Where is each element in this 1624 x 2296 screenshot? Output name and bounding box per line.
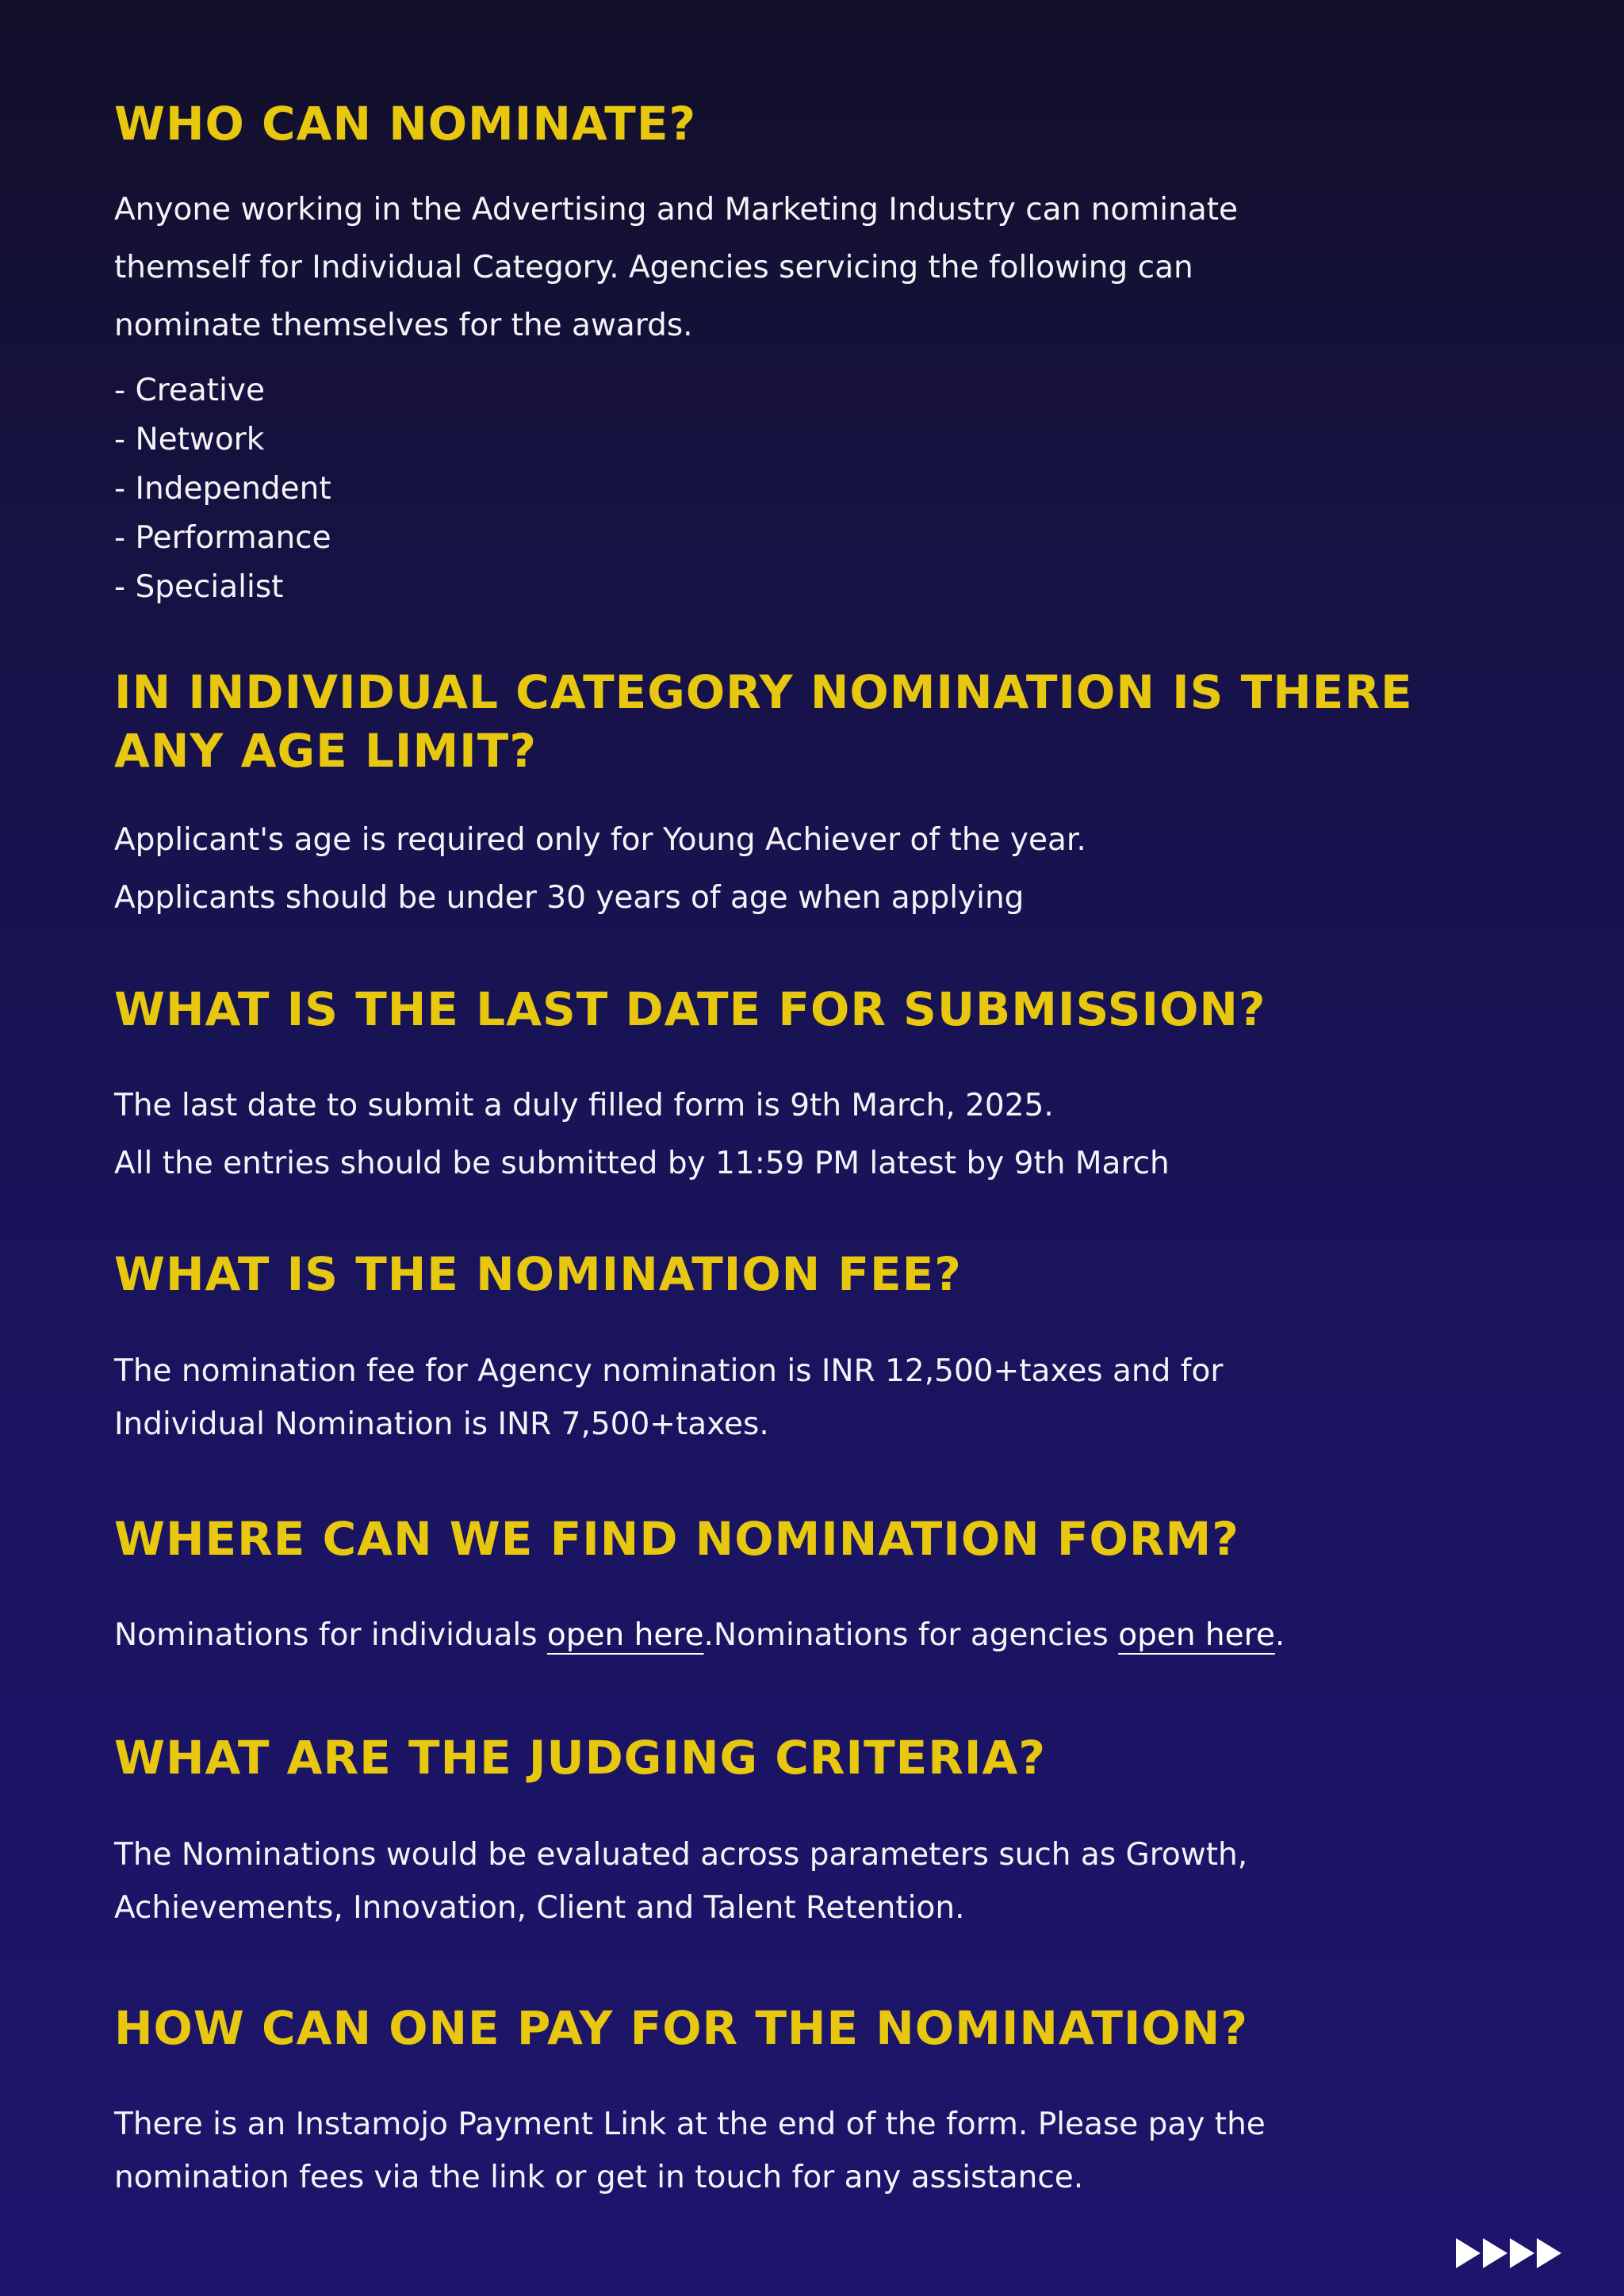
answer-line: All the entries should be submitted by 11:59 PM latest by 9th March <box>114 1146 1170 1181</box>
faq-answer-payment <box>114 2098 1462 2204</box>
faq-question-judging-criteria: WHAT ARE THE JUDGING CRITERIA? <box>114 1731 1047 1785</box>
answer-line: Applicant's age is required only for Young Achiever of the year. <box>114 822 1086 858</box>
arrow-1 <box>1456 2238 1480 2268</box>
faq-answer-who-can-nominate <box>114 181 1462 354</box>
faq-question-last-date: WHAT IS THE LAST DATE FOR SUBMISSION? <box>114 982 1266 1036</box>
agencies-text: Nominations for agencies <box>713 1617 1119 1653</box>
answer-line: Applicants should be under 30 years of age when applying <box>114 880 1025 916</box>
faq-question-who-can-nominate: WHO CAN NOMINATE? <box>114 97 697 151</box>
answer-line: There is an Instamojo Payment Link at the end of the form. Please pay the <box>114 2107 1266 2142</box>
faq-answer-age-limit <box>114 811 1462 927</box>
faq-answer-nomination-form <box>114 1606 1462 1664</box>
fast-forward-arrows-icon[interactable] <box>1456 2238 1561 2268</box>
faq-question-age-limit <box>114 663 1462 780</box>
faq-question-nomination-form: WHERE CAN WE FIND NOMINATION FORM? <box>114 1512 1239 1566</box>
open-agency-form-link[interactable]: open here <box>1118 1617 1275 1653</box>
faq-question-payment: HOW CAN ONE PAY FOR THE NOMINATION? <box>114 2001 1248 2055</box>
individuals-text: Nominations for individuals <box>114 1617 547 1653</box>
answer-line: The last date to submit a duly filled form is 9th March, 2025. <box>114 1088 1054 1123</box>
answer-line: themself for Individual Category. Agencies servicing the following can <box>114 250 1193 285</box>
list-item-creative: - Creative <box>114 373 265 408</box>
answer-line: nominate themselves for the awards. <box>114 308 693 343</box>
open-individual-form-link[interactable]: open here <box>546 1617 704 1653</box>
list-item-independent: - Independent <box>114 471 331 507</box>
question-line: ANY AGE LIMIT? <box>114 724 537 778</box>
faq-answer-judging-criteria <box>114 1828 1462 1934</box>
separator-text: . <box>703 1617 714 1653</box>
list-item-network: - Network <box>114 422 265 457</box>
answer-line: nomination fees via the link or get in touch for any assistance. <box>114 2160 1084 2195</box>
arrow-2 <box>1483 2238 1507 2268</box>
arrow-3 <box>1510 2238 1534 2268</box>
faq-question-nomination-fee: WHAT IS THE NOMINATION FEE? <box>114 1247 962 1301</box>
question-line: IN INDIVIDUAL CATEGORY NOMINATION IS THERE <box>114 665 1413 719</box>
end-punctuation: . <box>1274 1617 1285 1653</box>
answer-line: Individual Nomination is INR 7,500+taxes. <box>114 1406 769 1442</box>
agency-type-list <box>114 366 331 612</box>
list-item-performance: - Performance <box>114 520 331 556</box>
answer-line: Achievements, Innovation, Client and Talent Retention. <box>114 1890 965 1926</box>
answer-line: The Nominations would be evaluated across parameters such as Growth, <box>114 1837 1248 1873</box>
faq-answer-nomination-fee <box>114 1345 1462 1451</box>
list-item-specialist: - Specialist <box>114 569 284 605</box>
answer-line: The nomination fee for Agency nomination is INR 12,500+taxes and for <box>114 1353 1224 1389</box>
arrow-4 <box>1537 2238 1561 2268</box>
answer-line: Anyone working in the Advertising and Marketing Industry can nominate <box>114 192 1239 228</box>
faq-answer-last-date <box>114 1077 1462 1192</box>
